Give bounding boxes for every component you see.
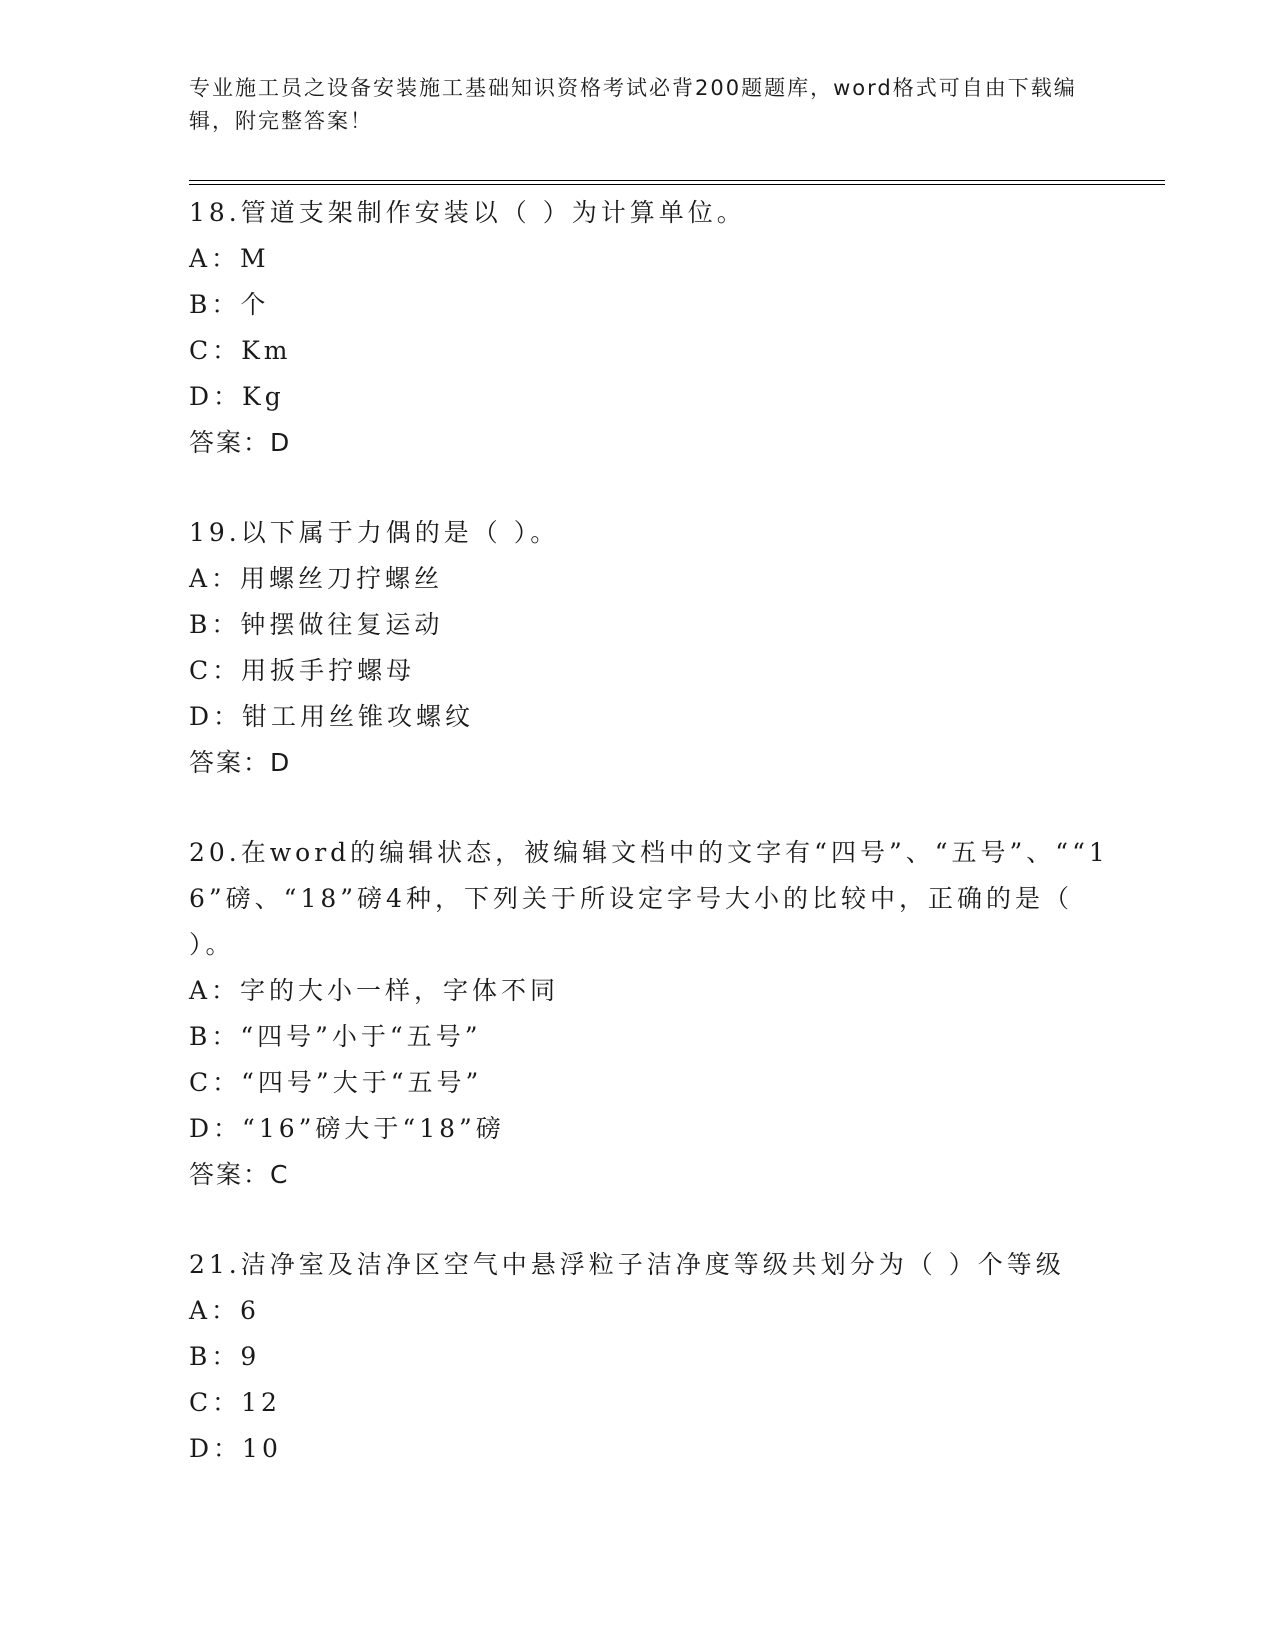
question-19	[189, 510, 1109, 786]
option-d: D：钳工用丝锥攻螺纹	[189, 702, 475, 731]
answer-line: 答案：D	[189, 748, 292, 777]
option-c: C：Km	[189, 336, 292, 365]
option-a: A：用螺丝刀拧螺丝	[189, 564, 444, 593]
question-stem: 19.以下属于力偶的是（ ）。	[189, 518, 560, 547]
option-b: B：“四号”小于“五号”	[189, 1022, 482, 1051]
answer-line: 答案：D	[189, 428, 292, 457]
header-rule-top	[189, 180, 1165, 181]
option-c: C：“四号”大于“五号”	[189, 1068, 483, 1097]
option-c: C：用扳手拧螺母	[189, 656, 416, 685]
question-stem: 18.管道支架制作安装以（ ）为计算单位。	[189, 198, 746, 227]
question-stem: 21.洁净室及洁净区空气中悬浮粒子洁净度等级共划分为（ ）个等级	[189, 1250, 1065, 1279]
question-21	[189, 1242, 1109, 1472]
question-20	[189, 830, 1109, 1198]
question-stem: 20.在word的编辑状态，被编辑文档中的文字有“四号”、“五号”、““16”磅、“18”磅4种，下列关于所设定字号大小的比较中，正确的是（ ）。	[189, 838, 1109, 959]
question-18	[189, 190, 1109, 466]
answer-line: 答案：C	[189, 1160, 290, 1189]
option-b: B：9	[189, 1342, 261, 1371]
option-a: A：M	[189, 244, 270, 273]
option-b: B：个	[189, 290, 270, 319]
option-b: B：钟摆做往复运动	[189, 610, 444, 639]
header-rule-bottom	[189, 184, 1165, 185]
option-d: D：Kg	[189, 382, 285, 411]
question-list	[189, 190, 1109, 1516]
option-c: C：12	[189, 1388, 281, 1417]
option-a: A：6	[189, 1296, 260, 1325]
option-a: A：字的大小一样，字体不同	[189, 976, 560, 1005]
document-header: 专业施工员之设备安装施工基础知识资格考试必背200题题库，word格式可自由下载编辑，附完整答案！	[189, 76, 1077, 133]
option-d: D：10	[189, 1434, 282, 1463]
option-d: D：“16”磅大于“18”磅	[189, 1114, 505, 1143]
